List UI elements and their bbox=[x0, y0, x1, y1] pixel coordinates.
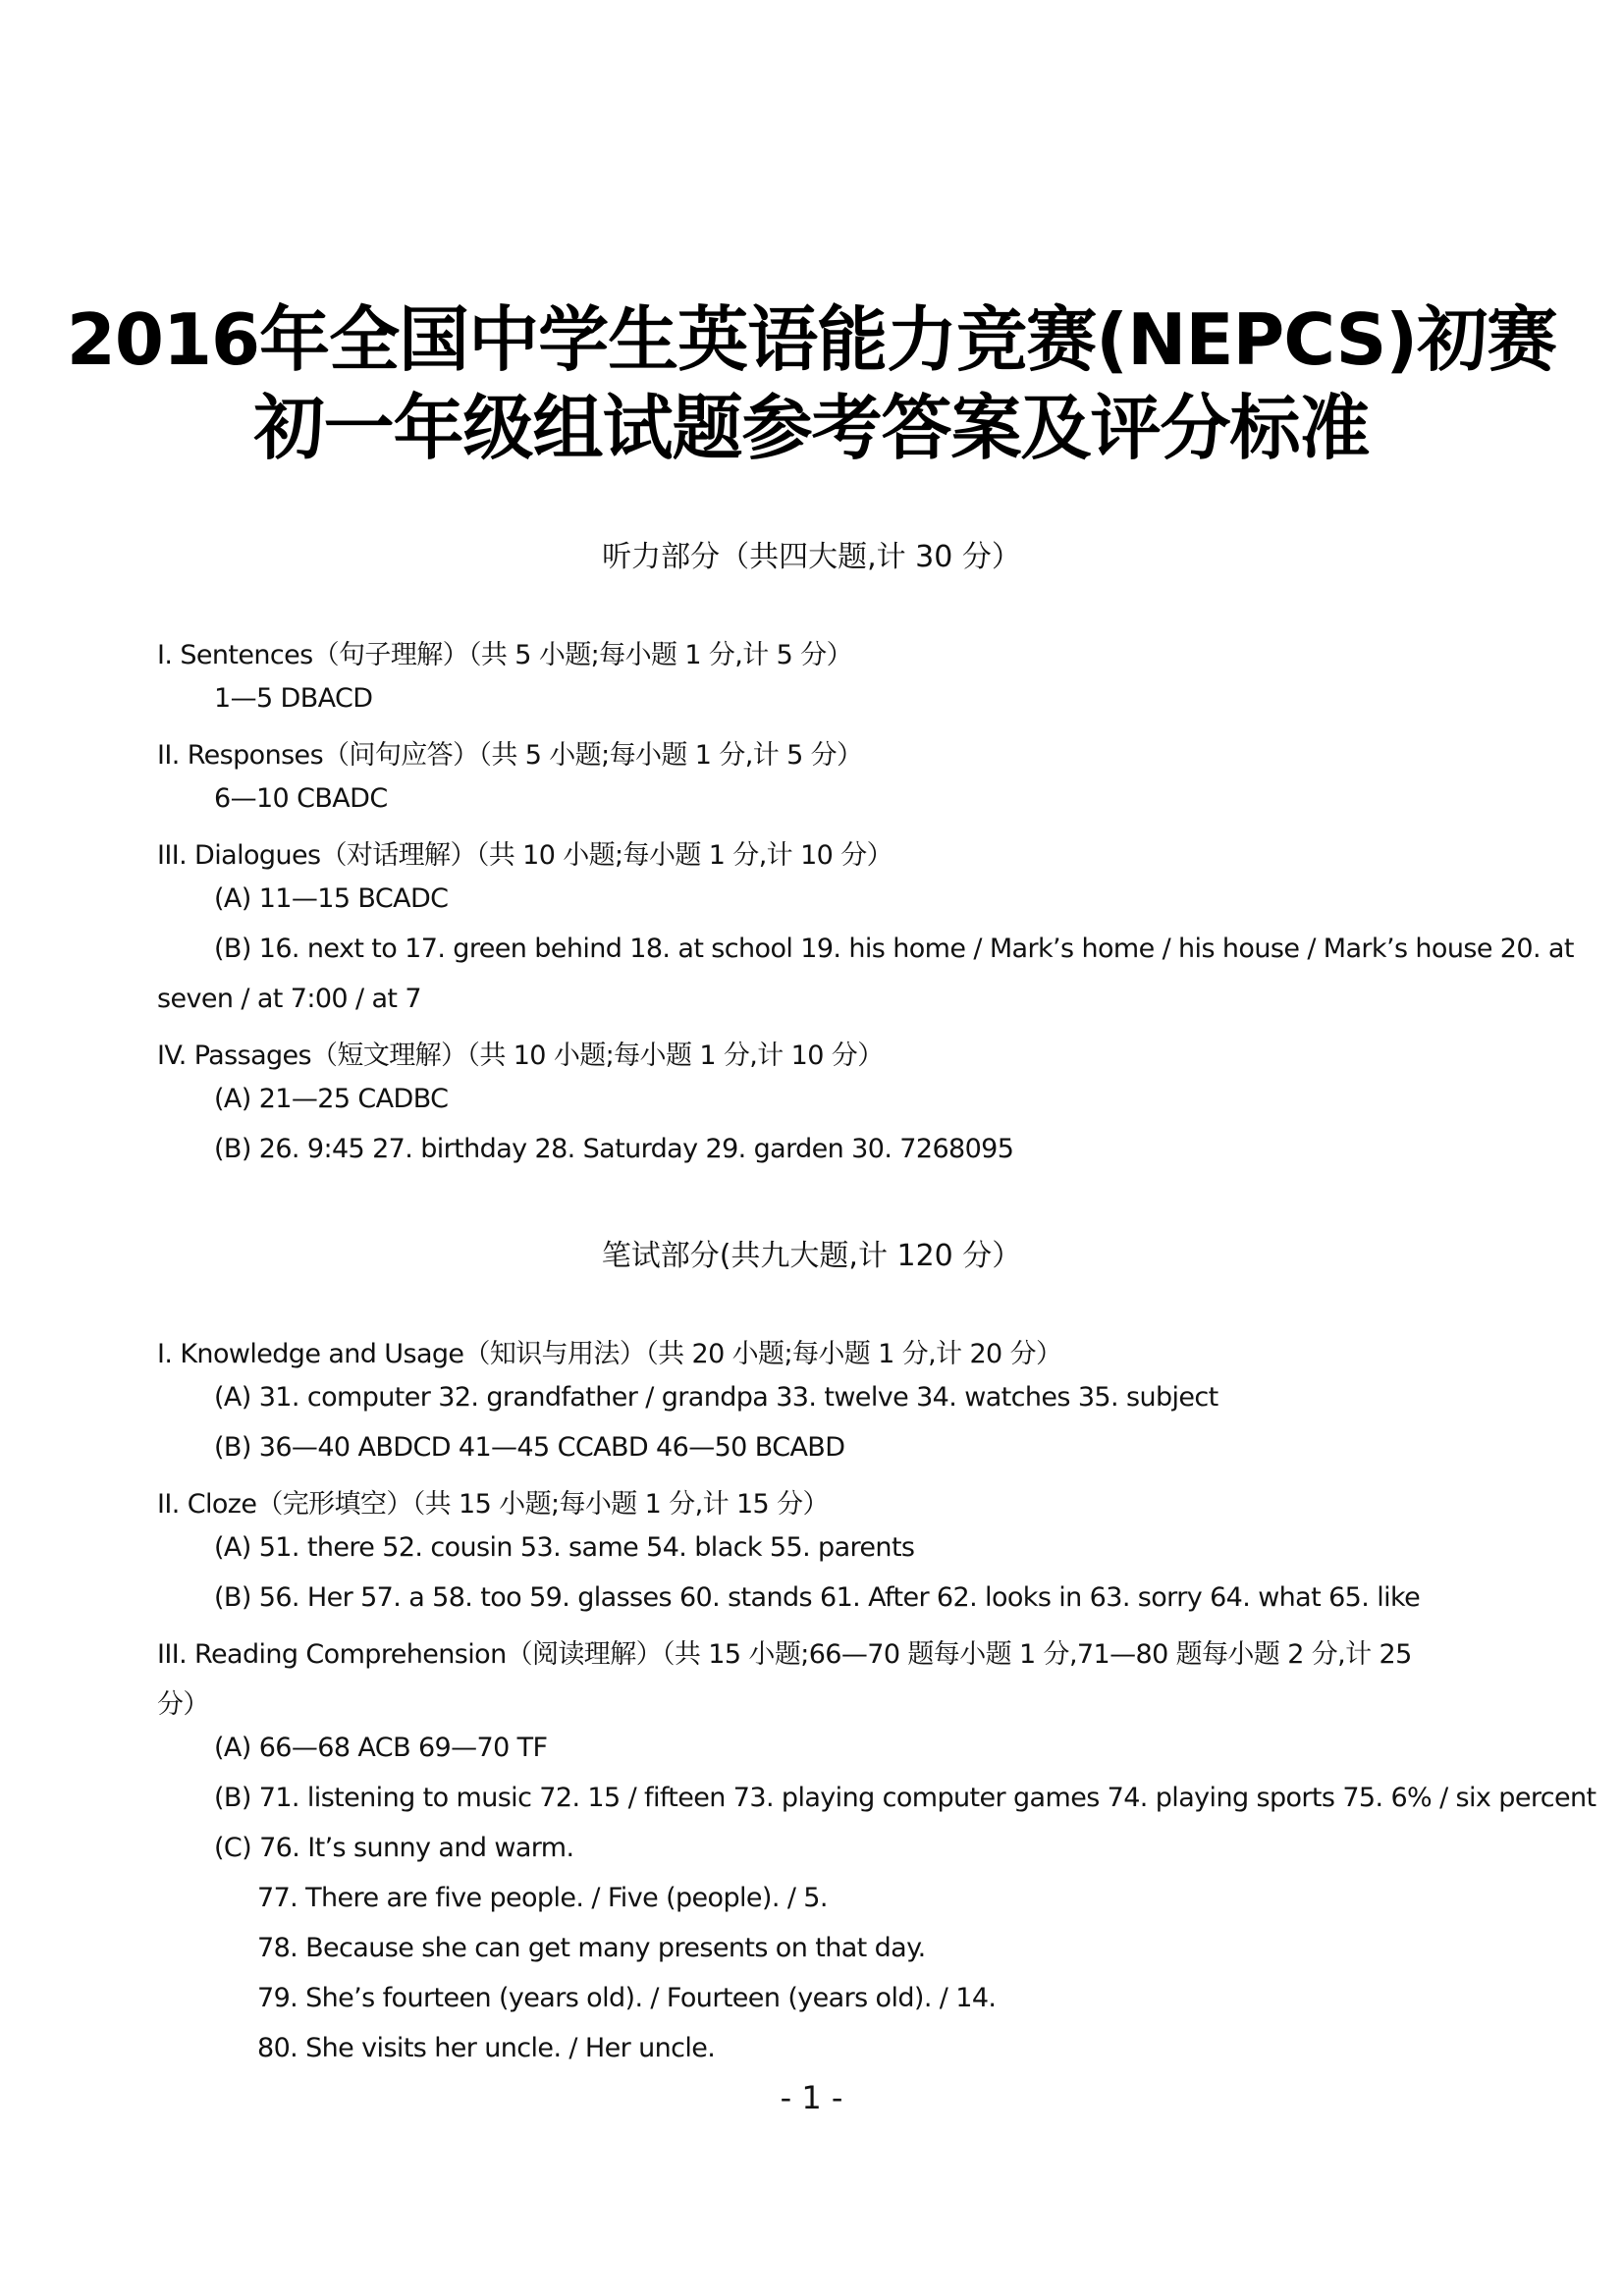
listening-q4-part-b: (B) 26. 9:45 27. birthday 28. Saturday 29. garden 30. 7268095 bbox=[214, 1134, 1014, 1164]
listening-q2-answers: 6—10 CBADC bbox=[214, 783, 388, 814]
reading-title-continued: 分） bbox=[157, 1689, 209, 1720]
listening-q3-part-b: (B) 16. next to 17. green behind 18. at school 19. his home / Mark’s home / his house / Mark’s house 20. at bbox=[214, 934, 1574, 964]
reading-answer-77: 77. There are five people. / Five (people). / 5. bbox=[257, 1883, 828, 1913]
reading-answer-80: 80. She visits her uncle. / Her uncle. bbox=[257, 2033, 716, 2063]
reading-part-c: (C) 76. It’s sunny and warm. bbox=[214, 1833, 574, 1863]
reading-title: III. Reading Comprehension（阅读理解）（共 15 小题;66—70 题每小题 1 分,71—80 题每小题 2 分,计 25 bbox=[157, 1639, 1412, 1670]
cloze-part-a: (A) 51. there 52. cousin 53. same 54. black 55. parents bbox=[214, 1532, 915, 1563]
listening-q2-title: II. Responses（问句应答）（共 5 小题;每小题 1 分,计 5 分） bbox=[157, 740, 863, 771]
knowledge-usage-part-b: (B) 36—40 ABDCD 41—45 CCABD 46—50 BCABD bbox=[214, 1432, 845, 1463]
reading-part-b: (B) 71. listening to music 72. 15 / fifteen 73. playing computer games 74. playing sports 75. 6% / six percent bbox=[214, 1783, 1596, 1813]
knowledge-usage-title: I. Knowledge and Usage（知识与用法）（共 20 小题;每小题 1 分,计 20 分） bbox=[157, 1339, 1062, 1369]
reading-part-a: (A) 66—68 ACB 69—70 TF bbox=[214, 1733, 548, 1763]
cloze-title: II. Cloze（完形填空）（共 15 小题;每小题 1 分,计 15 分） bbox=[157, 1489, 829, 1520]
listening-q3-part-b-continued: seven / at 7:00 / at 7 bbox=[157, 984, 421, 1014]
written-heading: 笔试部分(共九大题,计 120 分） bbox=[601, 1239, 1022, 1273]
page-number: - 1 - bbox=[780, 2079, 843, 2116]
listening-q4-title: IV. Passages（短文理解）（共 10 小题;每小题 1 分,计 10 分） bbox=[157, 1041, 884, 1071]
cloze-part-b: (B) 56. Her 57. a 58. too 59. glasses 60. stands 61. After 62. looks in 63. sorry 64. what 65. like bbox=[214, 1582, 1421, 1613]
reading-answer-78: 78. Because she can get many presents on that day. bbox=[257, 1933, 926, 1963]
listening-q3-part-a: (A) 11—15 BCADC bbox=[214, 883, 449, 914]
listening-heading: 听力部分（共四大题,计 30 分） bbox=[602, 540, 1021, 574]
title-line-2: 初一年级组试题参考答案及评分标准 bbox=[253, 387, 1370, 469]
reading-answer-79: 79. She’s fourteen (years old). / Fourteen (years old). / 14. bbox=[257, 1983, 997, 2013]
listening-q3-title: III. Dialogues（对话理解）（共 10 小题;每小题 1 分,计 10 分） bbox=[157, 840, 893, 871]
knowledge-usage-part-a: (A) 31. computer 32. grandfather / grandpa 33. twelve 34. watches 35. subject bbox=[214, 1382, 1218, 1413]
listening-q1-title: I. Sentences（句子理解）（共 5 小题;每小题 1 分,计 5 分） bbox=[157, 640, 853, 670]
listening-q4-part-a: (A) 21—25 CADBC bbox=[214, 1084, 449, 1114]
title-line-1: 2016年全国中学生英语能力竞赛(NEPCS)初赛 bbox=[66, 298, 1557, 381]
listening-q1-answers: 1—5 DBACD bbox=[214, 683, 373, 714]
